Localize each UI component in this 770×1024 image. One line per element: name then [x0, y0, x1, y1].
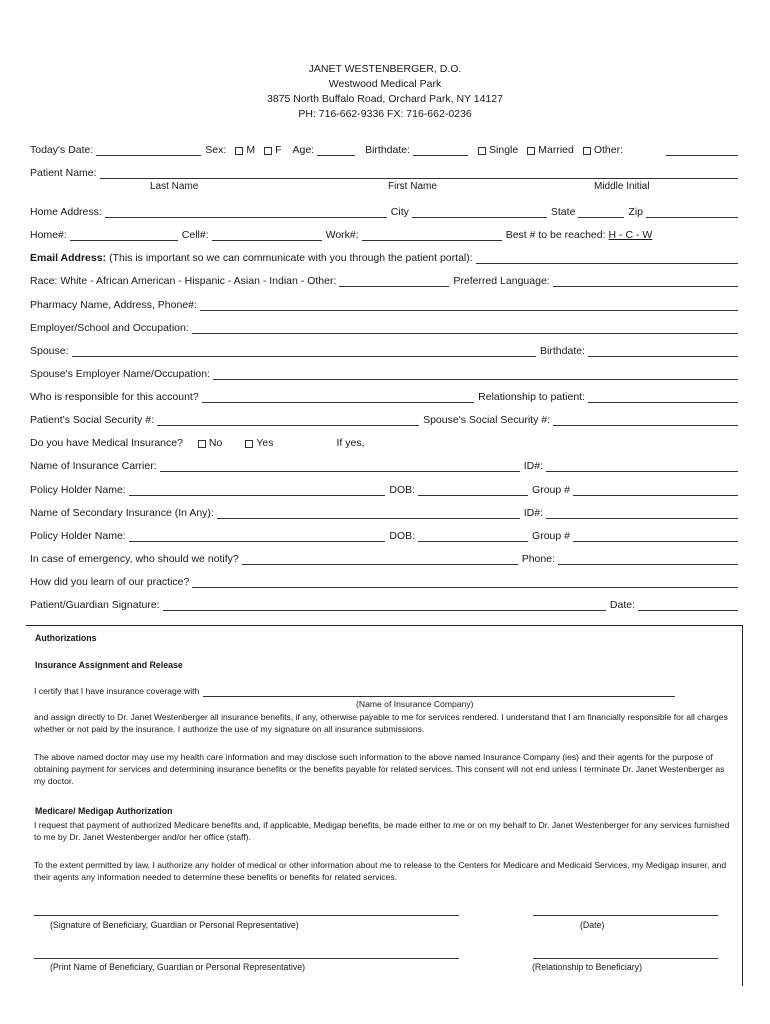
emergency-field[interactable] — [242, 553, 518, 565]
email-note: (This is important so we can communicate with you through the patient portal): — [109, 252, 473, 264]
row-medical-insurance — [30, 433, 742, 449]
city-label: City — [390, 206, 409, 218]
patient-name-label: Patient Name: — [30, 167, 97, 179]
emergency-label: In case of emergency, who should we notify? — [30, 553, 239, 565]
disclosure-paragraph: The above named doctor may use my health care information and may disclose such information to the above named Insurance Company (ies) and their agents for the purpose of obtaining payment for services and determining insurance benefits or the benefits payable for related services. This consent will not end unless I terminate Dr. Janet Westenberger as my doctor. — [34, 752, 725, 786]
print-name-line[interactable] — [34, 958, 459, 959]
spouse-ssn-field[interactable] — [553, 414, 738, 426]
preferred-language-field[interactable] — [553, 275, 738, 287]
patient-ssn-field[interactable] — [157, 414, 419, 426]
first-name-caption: First Name — [388, 181, 437, 192]
row-secondary-insurance — [30, 503, 742, 519]
insurance-yes-label: Yes — [256, 437, 274, 449]
practice-park: Westwood Medical Park — [328, 78, 442, 90]
single-label: Single — [489, 144, 519, 156]
row-spouse-employer — [30, 364, 742, 380]
patient-ssn-label: Patient's Social Security #: — [30, 414, 154, 426]
practice-address: 3875 North Buffalo Road, Orchard Park, NY 14127 — [266, 93, 503, 105]
insurance-company-field[interactable] — [203, 687, 675, 697]
row-employer — [30, 318, 742, 334]
spouse-birthdate-label: Birthdate: — [540, 345, 585, 357]
signature-label: Patient/Guardian Signature: — [30, 599, 160, 611]
home-phone-label: Home#: — [30, 229, 67, 241]
carrier-id-label: ID#: — [523, 460, 543, 472]
beneficiary-signature-line[interactable] — [34, 915, 459, 916]
responsible-label: Who is responsible for this account? — [30, 391, 199, 403]
secondary-dob-field[interactable] — [418, 530, 528, 542]
learn-label: How did you learn of our practice? — [30, 576, 190, 588]
state-label: State — [550, 206, 576, 218]
last-name-caption: Last Name — [150, 181, 199, 192]
employer-field[interactable] — [192, 322, 738, 334]
spouse-label: Spouse: — [30, 345, 69, 357]
row-responsible — [30, 387, 742, 403]
sex-label: Sex: — [205, 144, 227, 156]
row-emergency — [30, 549, 742, 565]
employer-label: Employer/School and Occupation: — [30, 322, 189, 334]
zip-field[interactable] — [646, 206, 738, 218]
row-ssn — [30, 410, 742, 426]
policy-dob-field[interactable] — [418, 484, 528, 496]
state-field[interactable] — [578, 206, 624, 218]
relationship-label: Relationship to patient: — [478, 391, 585, 403]
carrier-field[interactable] — [160, 460, 520, 472]
group-field[interactable] — [573, 484, 738, 496]
age-label: Age: — [292, 144, 315, 156]
assignment-title: Insurance Assignment and Release — [35, 660, 183, 670]
authorizations-section — [26, 625, 743, 986]
pharmacy-label: Pharmacy Name, Address, Phone#: — [30, 299, 197, 311]
policy-holder-field[interactable] — [129, 484, 386, 496]
relationship-field[interactable] — [588, 391, 738, 403]
birthdate-label: Birthdate: — [365, 144, 411, 156]
single-checkbox[interactable] — [478, 147, 486, 155]
best-reached-options[interactable]: H - C - W — [608, 229, 653, 241]
learn-field[interactable] — [192, 576, 738, 588]
medicare-paragraph: I request that payment of authorized Medicare benefits and, if applicable, Medigap benefits, be made either to me or on my behalf to Dr. Janet Westenberger for any services furnished to me by Dr. Janet Westenberger and/or her office (staff). — [34, 820, 730, 842]
secondary-insurance-label: Name of Secondary Insurance (In Any): — [30, 507, 214, 519]
age-field[interactable] — [317, 144, 355, 156]
secondary-insurance-field[interactable] — [217, 507, 520, 519]
signature-date-label: Date: — [609, 599, 635, 611]
sex-m-checkbox[interactable] — [235, 147, 243, 155]
other-field[interactable] — [666, 144, 738, 156]
row-spouse — [30, 341, 742, 357]
medicare-title: Medicare/ Medigap Authorization — [35, 806, 173, 816]
carrier-label: Name of Insurance Carrier: — [30, 460, 157, 472]
work-label: Work#: — [325, 229, 359, 241]
practice-header — [0, 62, 770, 122]
row-policy-holder — [30, 480, 742, 496]
beneficiary-signature-caption: (Signature of Beneficiary, Guardian or Personal Representative) — [50, 920, 299, 930]
row-carrier — [30, 456, 742, 472]
row-date-sex — [30, 140, 742, 156]
signature-date-caption: (Date) — [580, 920, 605, 930]
if-yes-label: If yes, — [336, 437, 365, 449]
spouse-employer-label: Spouse's Employer Name/Occupation: — [30, 368, 211, 380]
preferred-language-label: Preferred Language: — [453, 275, 550, 287]
zip-label: Zip — [628, 206, 644, 218]
release-paragraph: To the extent permitted by law, I authorize any holder of medical or other information about me to release to the Centers for Medicare and Medicaid Services, my Medigap insurer, and their agents any information needed to determine these benefits or benefits for related services. — [34, 860, 727, 882]
cell-field[interactable] — [212, 229, 322, 241]
cell-label: Cell#: — [181, 229, 209, 241]
spouse-ssn-label: Spouse's Social Security #: — [423, 414, 550, 426]
other-label: Other: — [593, 144, 624, 156]
todays-date-field[interactable] — [96, 144, 201, 156]
practice-phone: PH: 716-662-9336 FX: 716-662-0236 — [298, 108, 472, 120]
email-label: Email Address: — [30, 252, 107, 264]
sex-f-checkbox[interactable] — [264, 147, 272, 155]
policy-dob-label: DOB: — [389, 484, 416, 496]
race-other-field[interactable] — [339, 275, 449, 287]
certify-text: I certify that I have insurance coverage with — [34, 686, 200, 696]
best-reached-label: Best # to be reached: — [505, 229, 606, 241]
todays-date-label: Today's Date: — [30, 144, 94, 156]
spouse-birthdate-field[interactable] — [588, 345, 738, 357]
row-pharmacy — [30, 295, 742, 311]
certify-line — [34, 685, 734, 697]
other-checkbox[interactable] — [583, 147, 591, 155]
row-signature — [30, 595, 742, 611]
responsible-field[interactable] — [202, 391, 475, 403]
row-race — [30, 271, 742, 287]
group-label: Group # — [532, 484, 570, 496]
city-field[interactable] — [412, 206, 547, 218]
medical-insurance-label: Do you have Medical Insurance? — [30, 437, 183, 449]
married-label: Married — [538, 144, 574, 156]
insurance-no-checkbox[interactable] — [198, 440, 206, 448]
row-secondary-policy-holder — [30, 526, 742, 542]
relationship-caption: (Relationship to Beneficiary) — [532, 962, 643, 972]
secondary-id-field[interactable] — [546, 507, 738, 519]
spouse-field[interactable] — [72, 345, 537, 357]
secondary-policy-holder-label: Policy Holder Name: — [30, 530, 126, 542]
home-address-field[interactable] — [105, 206, 387, 218]
secondary-id-label: ID#: — [523, 507, 543, 519]
spouse-employer-field[interactable] — [213, 368, 738, 380]
assignment-paragraph: and assign directly to Dr. Janet Westenberger all insurance benefits, if any, otherwise payable to me for services rendered. I understand that I am financially responsible for all charges whether or not paid by the insurance. I authorize the use of my signature on all insurance submissions. — [34, 712, 728, 734]
row-patient-name — [30, 163, 742, 179]
secondary-dob-label: DOB: — [389, 530, 416, 542]
policy-holder-label: Policy Holder Name: — [30, 484, 126, 496]
doctor-name: JANET WESTENBERGER, D.O. — [308, 63, 462, 75]
secondary-group-field[interactable] — [573, 530, 738, 542]
patient-name-field[interactable] — [100, 167, 738, 179]
carrier-id-field[interactable] — [546, 460, 738, 472]
row-email — [30, 248, 742, 264]
home-phone-field[interactable] — [70, 229, 178, 241]
row-home-address — [30, 202, 742, 218]
sex-f-label: F — [275, 144, 282, 156]
birthdate-field[interactable] — [413, 144, 468, 156]
insurance-no-label: No — [208, 437, 223, 449]
secondary-group-label: Group # — [532, 530, 570, 542]
signature-date-field[interactable] — [638, 599, 738, 611]
authorizations-title: Authorizations — [35, 633, 97, 643]
home-address-label: Home Address: — [30, 206, 102, 218]
race-label: Race: White - African American - Hispanic - Asian - Indian - Other: — [30, 275, 337, 287]
insurance-yes-checkbox[interactable] — [245, 440, 253, 448]
married-checkbox[interactable] — [527, 147, 535, 155]
signature-field[interactable] — [163, 599, 606, 611]
emergency-phone-label: Phone: — [521, 553, 555, 565]
signature-date-line[interactable] — [533, 915, 718, 916]
print-name-caption: (Print Name of Beneficiary, Guardian or Personal Representative) — [50, 962, 306, 972]
email-field[interactable] — [476, 252, 738, 264]
relationship-line[interactable] — [533, 958, 718, 959]
work-field[interactable] — [362, 229, 502, 241]
sex-m-label: M — [246, 144, 256, 156]
insurance-company-caption: (Name of Insurance Company) — [356, 699, 474, 709]
secondary-policy-holder-field[interactable] — [129, 530, 386, 542]
emergency-phone-field[interactable] — [558, 553, 738, 565]
pharmacy-field[interactable] — [200, 299, 738, 311]
row-learn — [30, 572, 742, 588]
row-phones — [30, 225, 742, 241]
middle-initial-caption: Middle Initial — [594, 181, 650, 192]
